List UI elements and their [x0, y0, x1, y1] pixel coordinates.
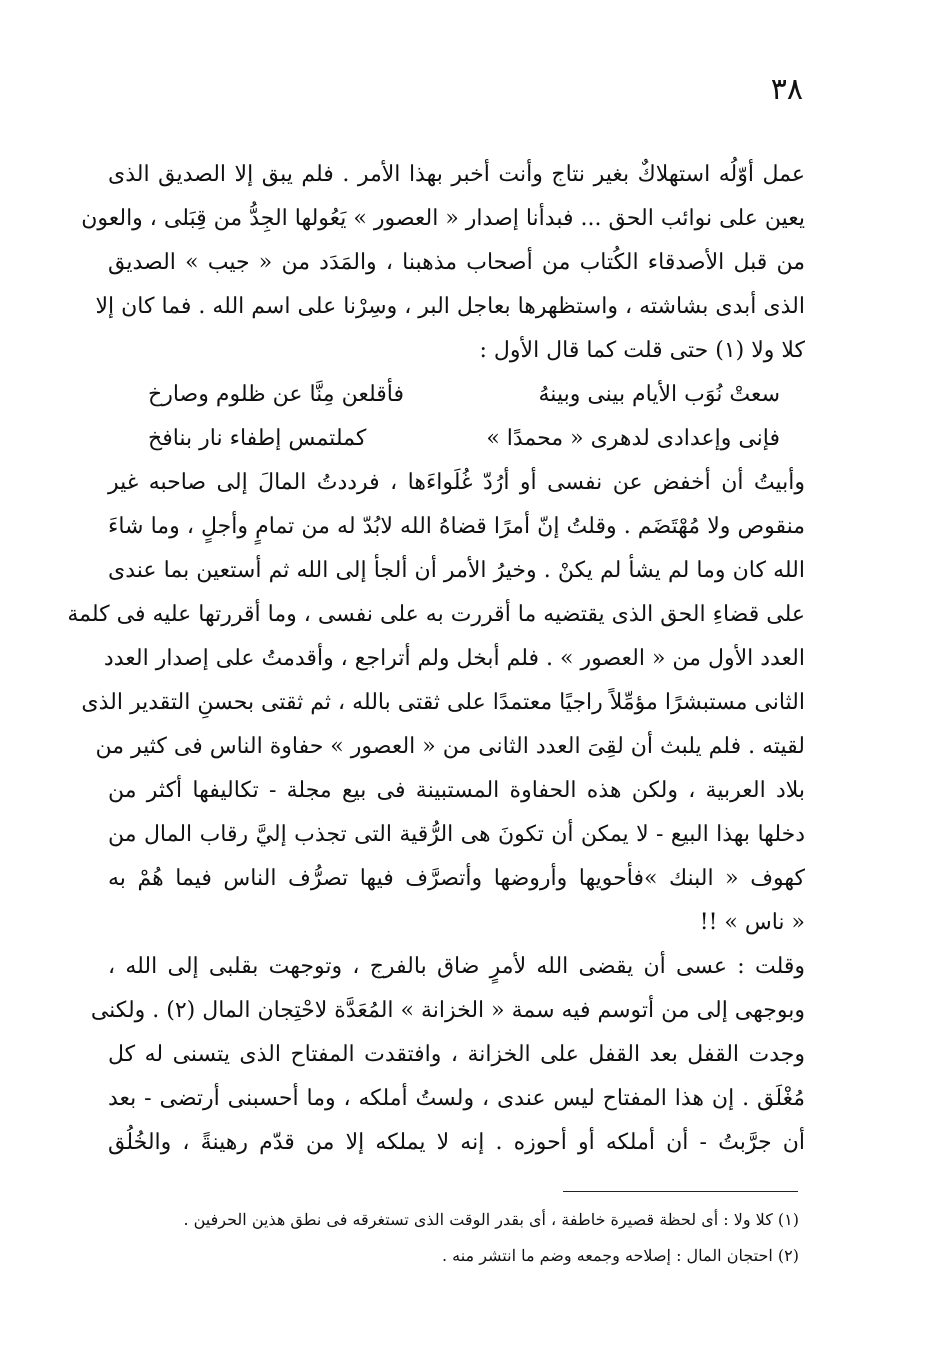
footnote: (١) كلا ولا : أى لحظة قصيرة خاطفة ، أى بقدر الوقت الذى تستغرقه فى نطق هذين الحرفين .	[183, 1210, 799, 1229]
text-line: يعين على نوائب الحق ... فبدأنا إصدار « العصور » يَعُولها الجِدُّ من قِبَلى ، والعون	[81, 206, 805, 231]
verse-line	[108, 373, 805, 417]
text-line: دخلها بهذا البيع - لا يمكن أن تكونَ هى الرُّقية التى تجذب إليَّ رقاب المال من	[108, 822, 805, 847]
verse-first-hemistich: فإنى وإعدادى لدهرى « محمدًا »	[486, 426, 780, 451]
text-line: العدد الأول من « العصور » . فلم أبخل ولم أتراجع ، وأقدمتُ على إصدار العدد	[103, 646, 805, 671]
text-line: كهوف « البنك »فأحويها وأروضها وأتصرَّف فيها تصرُّف الناس فيما هُمْ به	[108, 866, 805, 891]
footnotes	[99, 1202, 799, 1274]
text-line: عمل أوّلُه استهلاكٌ بغير نتاج وأنت أخبر بهذا الأمر . فلم يبق إلا الصديق الذى	[108, 162, 805, 187]
footnote-divider	[563, 1191, 798, 1192]
text-line: مُغْلَق . إن هذا المفتاح ليس عندى ، ولستُ أملكه ، وما أحسبنى أرتضى - بعد	[108, 1086, 805, 1111]
text-line: « ناس » !!	[699, 910, 805, 935]
verse-second-hemistich: فأقلعن مِنَّا عن ظلوم وصارخ	[148, 382, 404, 407]
text-line: لقيته . فلم يلبث أن لقِىَ العدد الثانى من « العصور » حفاوة الناس فى كثير من	[95, 734, 805, 759]
text-line: أن جرَّبتُ - أن أملكه أو أحوزه . إنه لا يملكه إلا من قدّم رهينةً ، والخُلُق	[108, 1130, 805, 1155]
footnote: (٢) احتجان المال : إصلاحه وجمعه وضم ما انتشر منه .	[441, 1246, 799, 1265]
text-line: وبوجهى إلى من أتوسم فيه سمة « الخزانة » المُعَدَّة لاحْتِجان المال (٢) . ولكنى	[90, 998, 805, 1023]
text-line: على قضاءِ الحق الذى يقتضيه ما أقررت به على نفسى ، وما أقررتها عليه فى كلمة	[67, 602, 805, 627]
text-line: كلا ولا (١) حتى قلت كما قال الأول :	[479, 338, 805, 363]
verse-second-hemistich: كملتمس إطفاء نار بنافخ	[148, 426, 367, 451]
text-line: بلاد العربية ، ولكن هذه الحفاوة المستبينة فى بيع مجلة - تكاليفها أكثر من	[108, 778, 805, 803]
body-text	[67, 153, 805, 1165]
text-line: وجدت القفل بعد القفل على الخزانة ، وافتقدت المفتاح الذى يتسنى له كل	[108, 1042, 805, 1067]
page-number: ٣٨	[770, 72, 803, 107]
text-line: من قبل الأصدقاء الكُتاب من أصحاب مذهبنا ، والمَدَد من « جيب » الصديق	[108, 250, 805, 275]
text-line: وقلت : عسى أن يقضى الله لأمرٍ ضاق بالفرج ، وتوجهت بقلبى إلى الله ،	[108, 954, 805, 979]
text-line: منقوص ولا مُهْتَضَم . وقلتُ إنّ أمرًا قضاهُ الله لابُدّ له من تمامٍ وأجلٍ ، وما شاءَ	[108, 514, 805, 539]
text-line: الله كان وما لم يشأ لم يكنْ . وخيرُ الأمر أن ألجأ إلى الله ثم أستعين بما عندى	[108, 558, 805, 583]
text-line: وأبيتُ أن أخفض عن نفسى أو أرُدّ غُلَواءَها ، فرددتُ المالَ إلى صاحبه غير	[108, 470, 805, 495]
verse-line	[108, 417, 805, 461]
verse-first-hemistich: سعتْ نُوَب الأيام بينى وبينهُ	[538, 382, 780, 407]
text-line: الذى أبدى بشاشته ، واستظهرها بعاجل البر ، وسِرْنا على اسم الله . فما كان إلا	[95, 294, 805, 319]
text-line: الثانى مستبشرًا مؤمِّلاً راجيًا معتمدًا على ثقتى بالله ، ثم ثقتى بحسنِ التقدير الذى	[81, 690, 805, 715]
